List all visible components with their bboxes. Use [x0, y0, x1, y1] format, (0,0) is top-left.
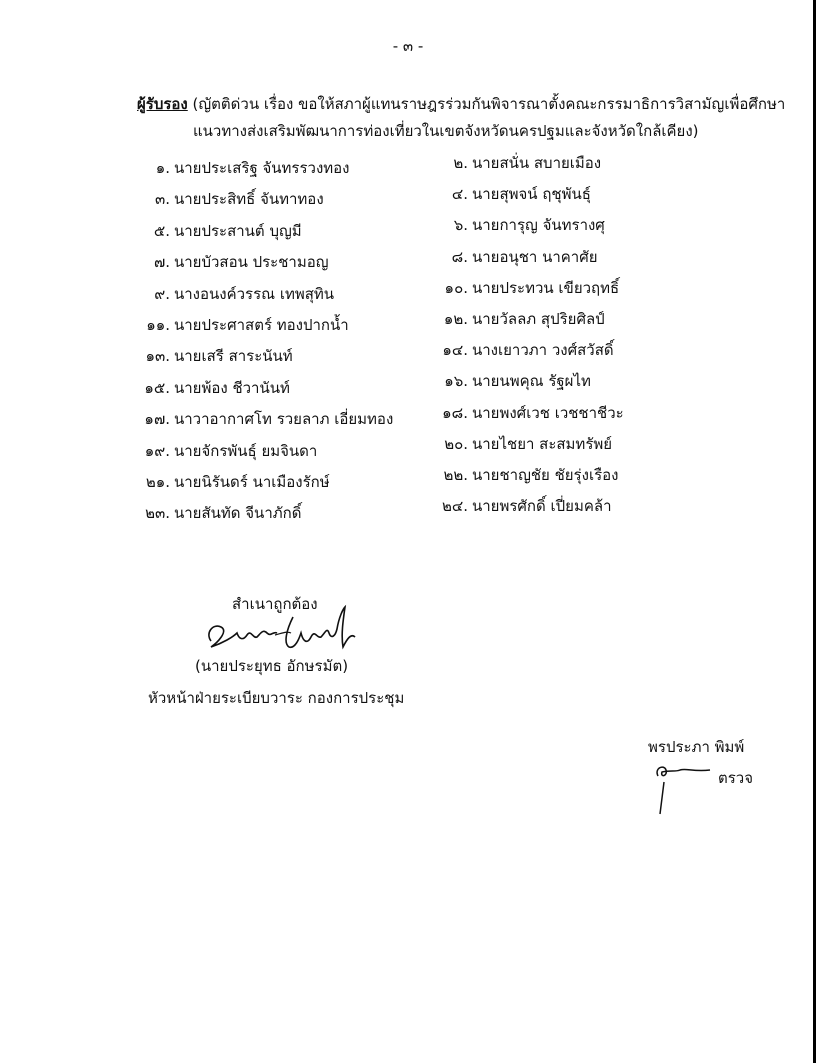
heading [137, 93, 786, 115]
signer-number: ๘. [451, 247, 468, 266]
signer-name: นายพรศักดิ์ เปี่ยมคล้า [472, 497, 612, 516]
signer-name: นายประสานต์ บุญมี [174, 221, 302, 240]
signer-number: ๑๗. [144, 410, 170, 429]
signer-number: ๑๑. [146, 316, 170, 334]
signer-number: ๑๓. [145, 347, 170, 366]
page-number: - ๓ - [392, 37, 424, 55]
signer-name: นางเยาวภา วงศ์สวัสดิ์ [472, 341, 614, 360]
signer-row [438, 246, 598, 268]
signer-number: ๔. [451, 185, 468, 204]
signer-name: นายพงศ์เวช เวชชาชีวะ [472, 403, 624, 422]
certifier-name: (นายประยุทธ อักษรมัต) [195, 657, 349, 675]
signer-name: นายพ้อง ชีวานันท์ [174, 378, 290, 397]
signer-row [140, 408, 393, 430]
signer-row [438, 277, 619, 299]
signer-row [140, 220, 302, 242]
signer-row [140, 251, 329, 273]
signer-name: นายชาญชัย ชัยรุ่งเรือง [472, 466, 619, 484]
signer-number: ๒๒. [443, 466, 468, 484]
signer-number: ๑๖. [444, 372, 468, 391]
signer-number: ๖. [453, 216, 468, 235]
signer-row [438, 433, 612, 455]
signer-name: นายวัลลภ สุปริยศิลป์ [472, 310, 605, 328]
signer-name: นายประเสริฐ จันทรรวงทอง [174, 159, 350, 177]
signer-row [140, 471, 330, 493]
signer-row [438, 495, 612, 517]
signer-number: ๒๓. [145, 504, 170, 523]
signer-number: ๑. [155, 159, 170, 177]
signer-row [438, 370, 591, 392]
checker-signature [650, 758, 720, 818]
signer-number: ๑๔. [442, 341, 468, 360]
signer-name: นายนิรันดร์ นาเมืองรักษ์ [174, 473, 330, 491]
typist-note: พรประภา พิมพ์ [648, 738, 745, 756]
signer-number: ๑๕. [144, 378, 170, 397]
signer-number: ๒๐. [444, 434, 468, 453]
signer-name: นายสนั่น สบายเมือง [472, 154, 602, 172]
signer-name: นาวาอากาศโท รวยลาภ เอี่ยมทอง [174, 410, 394, 429]
signer-name: นายเสรี สาระนันท์ [174, 347, 293, 366]
signer-row [438, 152, 601, 174]
signer-number: ๑๘. [442, 403, 468, 422]
signer-name: นายประสิทธิ์ จันทาทอง [174, 190, 324, 209]
signer-row [140, 157, 350, 179]
signer-number: ๓. [154, 190, 170, 209]
signer-row [140, 314, 349, 336]
heading-continuation: แนวทางส่งเสริมพัฒนาการท่องเที่ยวในเขตจังหวัดนครปฐมและจังหวัดใกล้เคียง) [193, 122, 699, 140]
signer-name: นายนพคุณ รัฐผไท [472, 372, 591, 391]
signer-name: นายสันทัด จีนาภักดิ์ [174, 504, 302, 523]
signer-number: ๒. [453, 154, 468, 172]
signer-name: นายอนุชา นาคาศัย [472, 247, 598, 266]
certification-label: สำเนาถูกต้อง [232, 595, 318, 613]
signer-name: นายไชยา สะสมทรัพย์ [472, 434, 613, 453]
signer-name: นางอนงค์วรรณ เทพสุทิน [174, 284, 335, 303]
signer-row [438, 183, 591, 205]
checker-label: ตรวจ [718, 769, 754, 787]
signer-name: นายประศาสตร์ ทองปากน้ำ [174, 316, 349, 334]
signer-number: ๒๔. [441, 497, 468, 516]
signer-row [438, 308, 605, 330]
signer-number: ๑๙. [144, 441, 170, 460]
signer-number: ๕. [153, 221, 170, 240]
certifier-position: หัวหน้าฝ่ายระเบียบวาระ กองการประชุม [148, 689, 405, 707]
signer-number: ๒๑. [145, 473, 170, 491]
signer-name: นายสุพจน์ ฤชุพันธุ์ [472, 185, 591, 204]
heading-lead: ผู้รับรอง [137, 95, 188, 113]
certifier-signature [203, 603, 363, 655]
heading-text: (ญัตติด่วน เรื่อง ขอให้สภาผู้แทนราษฎรร่วมกันพิจารณาตั้งคณะกรรมาธิการวิสามัญเพื่อศึกษา [187, 95, 786, 113]
signer-number: ๑๐. [444, 278, 468, 297]
signer-row [438, 339, 614, 361]
signer-row [140, 283, 334, 305]
signer-row [438, 214, 605, 236]
signer-row [140, 440, 317, 462]
signer-row [438, 464, 618, 486]
signer-row [140, 188, 324, 210]
signer-name: นายบัวสอน ประชามอญ [174, 253, 329, 272]
signer-name: นายประทวน เขียวฤทธิ์ [472, 278, 620, 297]
signer-name: นายจักรพันธุ์ ยมจินดา [174, 441, 318, 460]
signer-row [140, 502, 301, 524]
signer-number: ๗. [153, 253, 170, 272]
signer-number: ๑๒. [443, 310, 468, 328]
signer-name: นายการุญ จันทรางศุ [472, 216, 605, 235]
signer-number: ๙. [154, 284, 170, 303]
signer-row [438, 402, 624, 424]
signer-row [140, 377, 290, 399]
signer-row [140, 345, 293, 367]
